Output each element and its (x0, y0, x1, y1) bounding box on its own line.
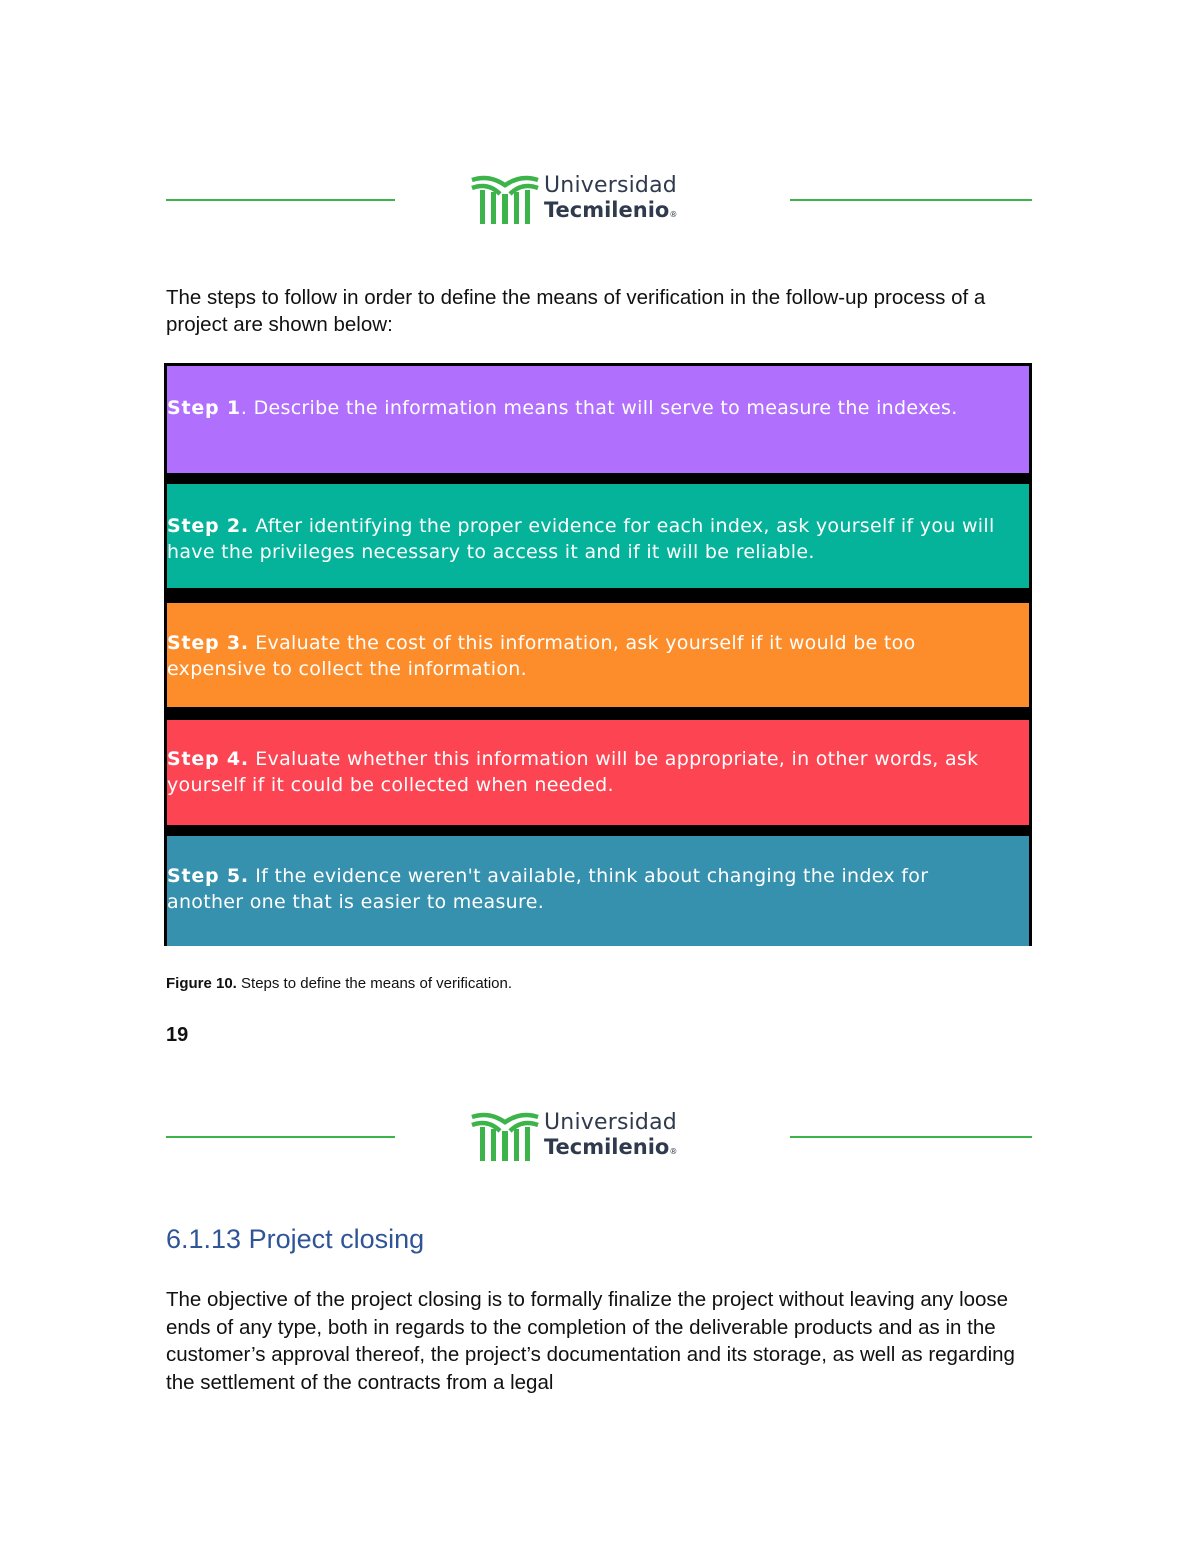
header-rule-right (790, 1136, 1032, 1138)
header-rule-right (790, 199, 1032, 201)
header-rule-left (166, 199, 395, 201)
step-1-box (167, 366, 1029, 473)
page-number: 19 (166, 1024, 189, 1046)
page-header (166, 170, 1032, 230)
step-5-text: If the evidence weren't available, think about changing the index for another one that is easier to measure. (167, 865, 929, 913)
university-logo (470, 1107, 720, 1167)
step-3-text: Evaluate the cost of this information, ask yourself if it would be too expensive to collect the information. (167, 632, 916, 680)
steps-figure (164, 363, 1032, 946)
step-5-label: Step 5. (167, 865, 249, 887)
logo-text-universidad: Universidad (544, 1110, 677, 1135)
step-4-label: Step 4. (167, 748, 249, 770)
step-2-label: Step 2. (167, 515, 249, 537)
logo-emblem-icon (470, 172, 540, 226)
step-1-text: . Describe the information means that will serve to measure the indexes. (240, 397, 958, 419)
step-4-box (167, 720, 1029, 825)
step-2-text: After identifying the proper evidence for each index, ask yourself if you will have the privileges necessary to access it and if it will be reliable. (167, 515, 995, 563)
figure-caption (166, 975, 512, 992)
section-heading: 6.1.13 Project closing (166, 1224, 425, 1254)
logo-text-tecmilenio: Tecmilenio® (544, 198, 678, 222)
header-rule-left (166, 1136, 395, 1138)
figure-caption-text: Steps to define the means of verification. (236, 975, 513, 992)
university-logo (470, 170, 720, 230)
figure-caption-label: Figure 10. (166, 975, 237, 992)
step-3-label: Step 3. (167, 632, 249, 654)
logo-text-tecmilenio: Tecmilenio® (544, 1135, 678, 1159)
logo-emblem-icon (470, 1109, 540, 1163)
step-5-box (167, 836, 1029, 946)
intro-paragraph: The steps to follow in order to define the means of verification in the follow-up process of a project are shown below: (166, 286, 986, 336)
page-header-2 (166, 1107, 1032, 1167)
step-2-box (167, 484, 1029, 588)
step-3-box (167, 603, 1029, 707)
step-4-text: Evaluate whether this information will be appropriate, in other words, ask yourself if it could be collected when needed. (167, 748, 979, 796)
section-body: The objective of the project closing is to formally finalize the project without leaving any loose ends of any type, both in regards to the completion of the deliverable products and as in the customer’s approval thereof, the project’s documentation and its storage, as well as regarding the settlement of the contracts from a legal (166, 1288, 1015, 1394)
step-1-label: Step 1 (167, 397, 241, 419)
logo-text-universidad: Universidad (544, 173, 677, 198)
